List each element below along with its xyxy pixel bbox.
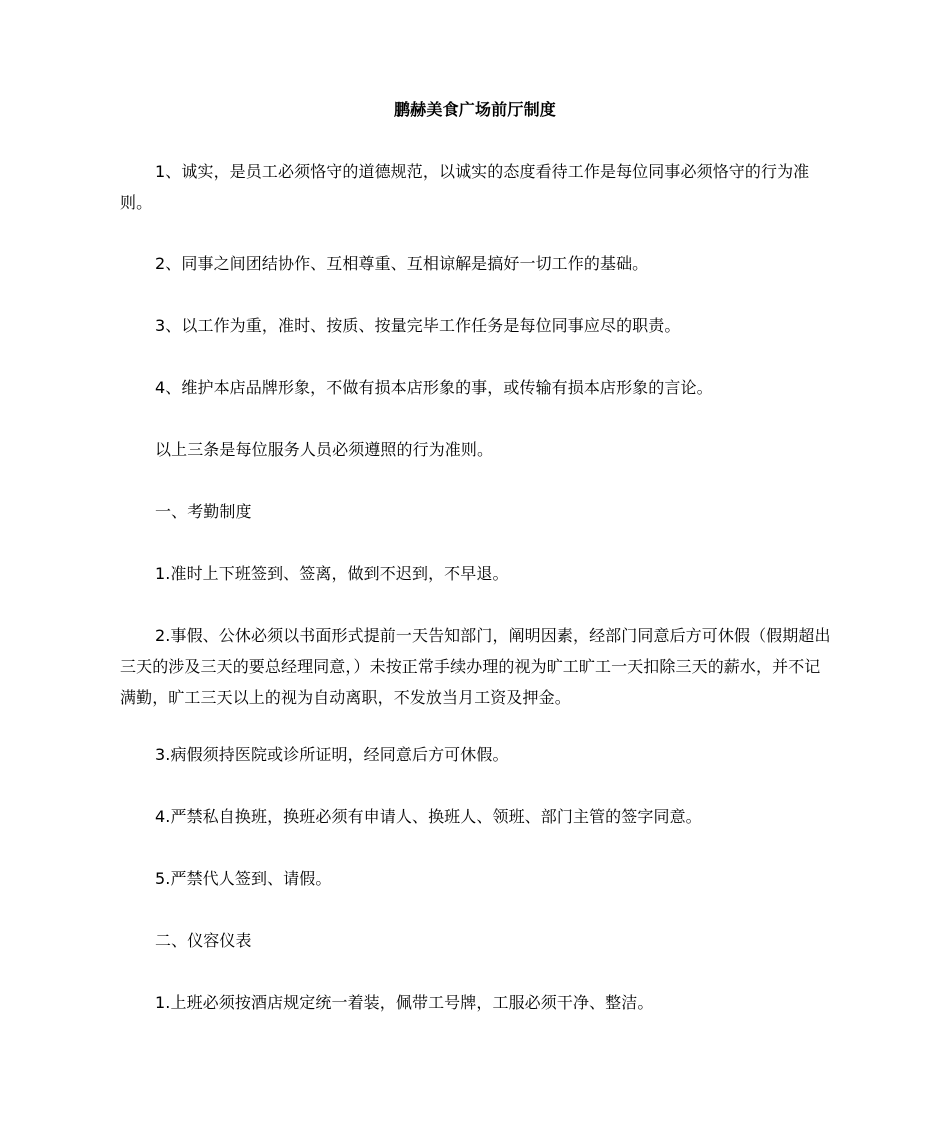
paragraph-honesty: 1、诚实，是员工必须恪守的道德规范，以诚实的态度看待工作是每位同事必须恪守的行为准则。	[120, 162, 810, 212]
paragraph-attendance-4: 4.严禁私自换班，换班必须有申请人、换班人、领班、部门主管的签字同意。	[155, 807, 702, 826]
document-title: 鹏赫美食广场前厅制度	[393, 100, 556, 119]
paragraph-summary: 以上三条是每位服务人员必须遵照的行为准则。	[155, 440, 494, 459]
paragraph-teamwork: 2、同事之间团结协作、互相尊重、互相谅解是搞好一切工作的基础。	[155, 254, 649, 273]
paragraph-attendance-5: 5.严禁代人签到、请假。	[155, 869, 332, 888]
section-heading-attendance: 一、考勤制度	[155, 502, 252, 521]
paragraph-attendance-2: 2.事假、公休必须以书面形式提前一天告知部门，阐明因素，经部门同意后方可休假（假期超出三天的涉及三天的要总经理同意，）未按正常手续办理的视为旷工旷工一天扣除三天的薪水，并不记满勤，旷工三天以上的视为自动离职，不发放当月工资及押金。	[120, 626, 831, 707]
paragraph-appearance-1: 1.上班必须按酒店规定统一着装，佩带工号牌，工服必须干净、整洁。	[155, 993, 654, 1012]
paragraph-brand-image: 4、维护本店品牌形象，不做有损本店形象的事，或传输有损本店形象的言论。	[155, 378, 713, 397]
paragraph-work-priority: 3、以工作为重，准时、按质、按量完毕工作任务是每位同事应尽的职责。	[155, 316, 681, 335]
section-heading-appearance: 二、仪容仪表	[155, 931, 252, 950]
paragraph-attendance-1: 1.准时上下班签到、签离，做到不迟到，不早退。	[155, 564, 509, 583]
paragraph-attendance-3: 3.病假须持医院或诊所证明，经同意后方可休假。	[155, 745, 509, 764]
